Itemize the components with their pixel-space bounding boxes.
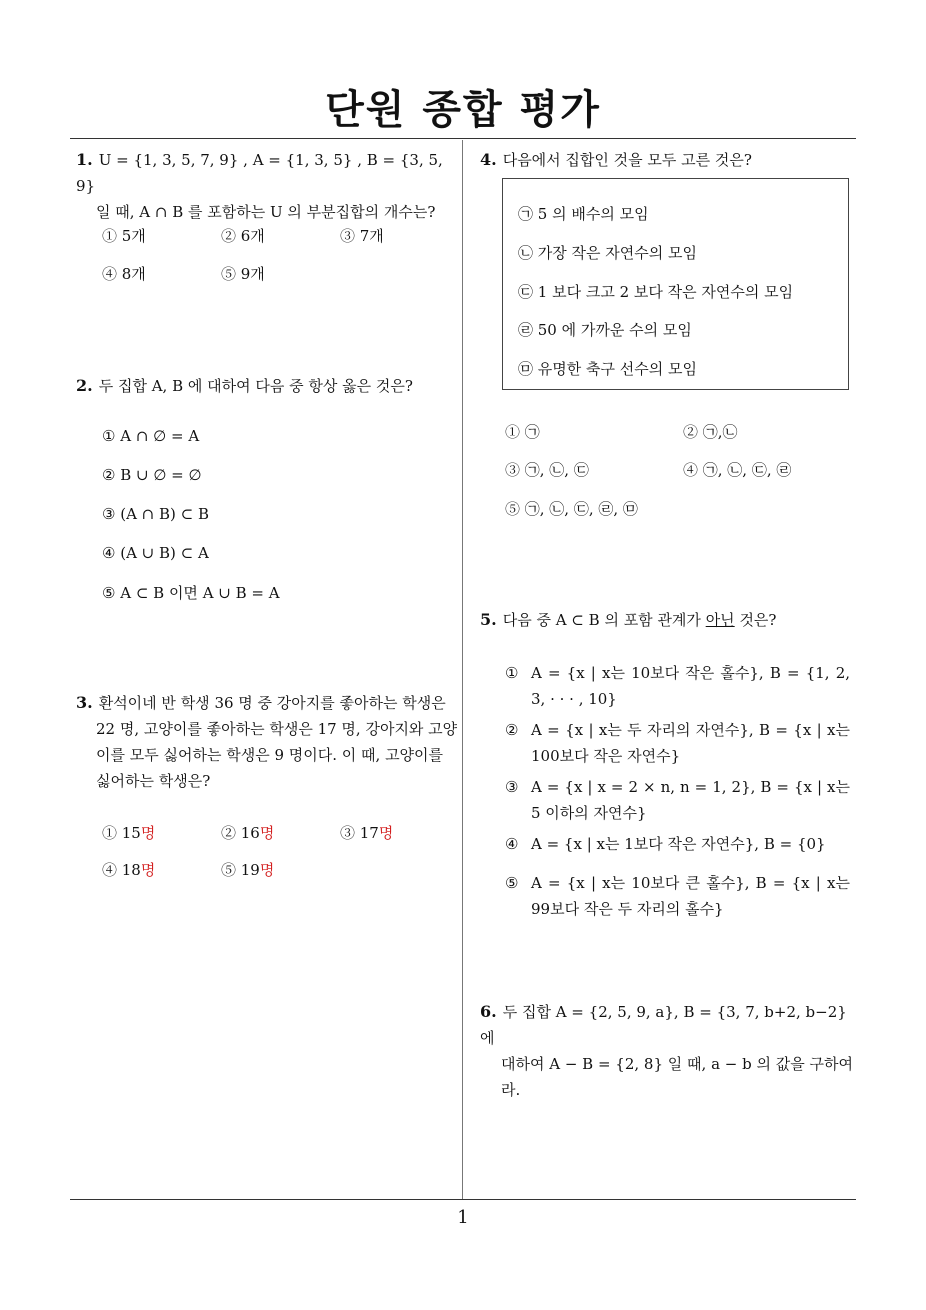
question-text: 일 때, A ∩ B 를 포함하는 U 의 부분집합의 개수는?: [96, 203, 436, 221]
option-2[interactable]: ② B ∪ ∅ = ∅: [102, 466, 202, 484]
choice-text: A = {x | x는 10보다 작은 홀수}, B = {1, 2, 3, · · · , 10}: [531, 664, 850, 708]
option-3[interactable]: ③ ㉠, ㉡, ㉢: [505, 461, 589, 479]
choice-text: A = {x | x는 1보다 작은 자연수}, B = {0}: [531, 835, 826, 853]
question-number: 4.: [480, 150, 497, 169]
option-2[interactable]: ② ㉠,㉡: [683, 423, 738, 441]
condition-box: [502, 178, 849, 390]
box-item: ㉣ 50 에 가까운 수의 모임: [518, 321, 692, 339]
option-5[interactable]: ⑤ 19명: [221, 861, 275, 879]
option-1[interactable]: ① A ∩ ∅ = A: [102, 427, 200, 445]
option-3[interactable]: ③ 17명: [340, 824, 394, 842]
unit-label: 명: [140, 824, 156, 842]
choice-text: A = {x | x = 2 × n, n = 1, 2}, B = {x | x는 5 이하의 자연수}: [531, 778, 850, 822]
question-1: [76, 147, 456, 225]
question-number: 1.: [76, 150, 93, 169]
question-4: [480, 147, 860, 173]
choice-mark: ②: [505, 721, 519, 739]
choice-text: A = {x | x는 10보다 큰 홀수}, B = {x | x는 99보다 작은 두 자리의 홀수}: [531, 874, 850, 918]
option-4[interactable]: ④ 18명: [102, 861, 156, 879]
box-item: ㉡ 가장 작은 자연수의 모임: [518, 244, 697, 262]
question-number: 3.: [76, 693, 93, 712]
header-divider: [70, 138, 856, 139]
option-1[interactable]: ① 15명: [102, 824, 156, 842]
page-number: 1: [457, 1207, 469, 1228]
option-2[interactable]: ② 6개: [221, 227, 265, 245]
option-3[interactable]: [505, 774, 850, 826]
question-text: 두 집합 A = {2, 5, 9, a}, B = {3, 7, b+2, b−2} 에: [480, 1003, 847, 1047]
unit-label: 명: [378, 824, 394, 842]
choice-mark: ①: [505, 664, 519, 682]
option-2[interactable]: [505, 717, 850, 769]
option-4[interactable]: ④ 8개: [102, 265, 146, 283]
option-5[interactable]: [505, 870, 850, 922]
page-title: 단원 종합 평가: [325, 87, 601, 133]
question-text: 싫어하는 학생은?: [96, 772, 211, 790]
unit-label: 명: [259, 824, 275, 842]
column-divider: [462, 140, 463, 1200]
question-number: 2.: [76, 376, 93, 395]
question-6: [480, 999, 865, 1103]
question-text: 두 집합 A, B 에 대하여 다음 중 항상 옳은 것은?: [98, 377, 413, 395]
option-1[interactable]: ① 5개: [102, 227, 146, 245]
question-text: 환석이네 반 학생 36 명 중 강아지를 좋아하는 학생은: [98, 694, 446, 712]
footer-divider: [70, 1199, 856, 1200]
option-4[interactable]: [505, 831, 850, 857]
question-text: 이를 모두 싫어하는 학생은 9 명이다. 이 때, 고양이를: [96, 746, 444, 764]
box-item: ㉠ 5 의 배수의 모임: [518, 205, 649, 223]
question-text: 다음에서 집합인 것을 모두 고른 것은?: [502, 151, 752, 169]
option-5[interactable]: ⑤ A ⊂ B 이면 A ∪ B = A: [102, 584, 280, 602]
option-3[interactable]: ③ (A ∩ B) ⊂ B: [102, 505, 210, 523]
option-5[interactable]: ⑤ 9개: [221, 265, 265, 283]
question-5: [480, 607, 860, 633]
box-item: ㉤ 유명한 축구 선수의 모임: [518, 360, 697, 378]
option-1[interactable]: [505, 660, 850, 712]
question-number: 5.: [480, 610, 497, 629]
emphasis-text: 아닌: [705, 611, 735, 629]
option-5[interactable]: ⑤ ㉠, ㉡, ㉢, ㉣, ㉤: [505, 500, 638, 518]
question-text: 다음 중 A ⊂ B 의 포함 관계가: [502, 611, 706, 629]
choice-mark: ③: [505, 778, 519, 796]
option-2[interactable]: ② 16명: [221, 824, 275, 842]
option-4[interactable]: ④ ㉠, ㉡, ㉢, ㉣: [683, 461, 792, 479]
box-item: ㉢ 1 보다 크고 2 보다 작은 자연수의 모임: [518, 283, 794, 301]
question-text: U = {1, 3, 5, 7, 9} , A = {1, 3, 5} , B = {3, 5, 9}: [76, 151, 443, 195]
question-2: [76, 373, 456, 399]
choice-mark: ④: [505, 835, 519, 853]
option-1[interactable]: ① ㉠: [505, 423, 540, 441]
question-text: 22 명, 고양이를 좋아하는 학생은 17 명, 강아지와 고양: [96, 720, 458, 738]
option-4[interactable]: ④ (A ∪ B) ⊂ A: [102, 544, 209, 562]
choice-text: A = {x | x는 두 자리의 자연수}, B = {x | x는 100보다 작은 자연수}: [531, 721, 850, 765]
question-number: 6.: [480, 1002, 497, 1021]
question-text: 대하여 A − B = {2, 8} 일 때, a − b 의 값을 구하여라.: [501, 1055, 853, 1099]
unit-label: 명: [259, 861, 275, 879]
question-text: 것은?: [734, 611, 777, 629]
option-3[interactable]: ③ 7개: [340, 227, 384, 245]
question-3: [76, 690, 461, 794]
unit-label: 명: [140, 861, 156, 879]
choice-mark: ⑤: [505, 874, 519, 892]
